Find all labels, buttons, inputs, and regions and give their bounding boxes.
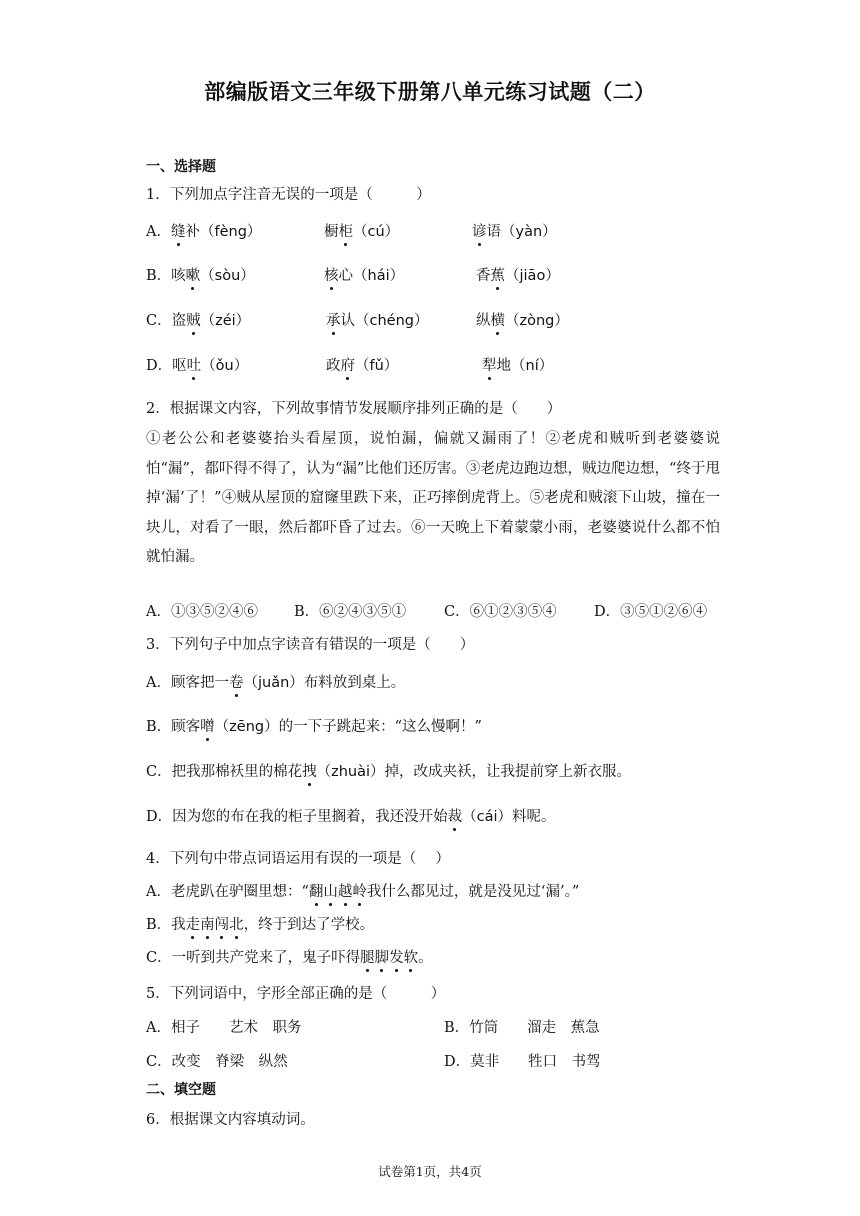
- q5-option-c: C．改变 脊梁 纵然: [146, 1054, 288, 1070]
- q1-option-c-word3: 纵横（zòng）: [476, 313, 569, 329]
- dotted-char: 山: [323, 884, 338, 900]
- q4-option-c: C．一听到共产党来了，鬼子吓得腿脚发软。: [146, 950, 433, 966]
- section-heading-fill: 二、填空题: [146, 1082, 216, 1098]
- q1-option-a-word2: 橱柜（cú）: [324, 224, 400, 240]
- dotted-char: 脚: [374, 950, 390, 966]
- q4-option-a: A．老虎趴在驴圈里想：“翻山越岭我什么都见过，就是没见过‘漏’。”: [146, 884, 580, 900]
- q4-stem: 4．下列句中带点词语运用有误的一项是（ ）: [146, 851, 450, 867]
- dotted-char: 岭: [352, 884, 367, 900]
- q3-stem: 3．下列句子中加点字读音有错误的一项是（ ）: [146, 637, 475, 653]
- q5-option-a: A．相子 艺术 职务: [146, 1020, 302, 1036]
- q1-option-b: B．咳嗽（sòu）: [146, 268, 255, 284]
- q5-stem: 5．下列词语中，字形全部正确的是（ ）: [146, 986, 446, 1002]
- dotted-char: 腿: [360, 950, 375, 966]
- q3-option-d: D．因为您的布在我的柜子里搁着，我还没开始裁（cái）料呢。: [146, 809, 556, 825]
- dotted-char: 南: [200, 917, 215, 933]
- q3-option-b: B．顾客噌（zēng）的一下子跳起来：“这么慢啊！”: [146, 719, 482, 735]
- q4-a-dotted: [309, 884, 367, 900]
- q3-option-a: A．顾客把一卷（juǎn）布料放到桌上。: [146, 675, 406, 691]
- q4-c-dotted: [360, 950, 418, 966]
- q6-stem: 6．根据课文内容填动词。: [146, 1112, 315, 1128]
- q1-option-a: A．缝补（fèng）: [146, 224, 262, 240]
- q2-option-c: C．⑥①②③⑤④: [444, 604, 557, 620]
- q3-option-c: C．把我那棉袄里的棉花拽（zhuài）掉，改成夹袄，让我提前穿上新衣服。: [146, 764, 631, 780]
- q2-option-b: B．⑥②④③⑤①: [294, 604, 407, 620]
- q1-stem: 1．下列加点字注音无误的一项是（ ）: [146, 187, 431, 203]
- page-footer: 试卷第1页，共4页: [378, 1164, 482, 1179]
- q1-option-d: D．呕吐（ǒu）: [146, 358, 249, 374]
- dotted-char: 闯: [214, 917, 230, 933]
- q2-stem: 2．根据课文内容，下列故事情节发展顺序排列正确的是（ ）: [146, 401, 562, 417]
- q1-option-c: C．盗贼（zéi）: [146, 313, 251, 329]
- q1-option-a-word3: 谚语（yàn）: [472, 224, 557, 240]
- q1-option-b-word3: 香蕉（jiāo）: [476, 268, 560, 284]
- q1-option-c-word2: 承认（chéng）: [326, 313, 429, 329]
- dotted-char: 翻: [308, 884, 324, 900]
- q5-option-b: B．竹筒 溜走 蕉急: [444, 1020, 600, 1036]
- page-title: 部编版语文三年级下册第八单元练习试题（二）: [204, 80, 656, 104]
- dotted-char: 越: [337, 884, 353, 900]
- q4-option-b: B．我走南闯北，终于到达了学校。: [146, 917, 375, 933]
- dotted-char: 发: [389, 950, 404, 966]
- dotted-char: 走: [185, 917, 201, 933]
- dotted-char: 软: [403, 950, 419, 966]
- q2-option-a: A．①③⑤②④⑥: [146, 604, 258, 620]
- section-heading-choice: 一、选择题: [146, 159, 216, 175]
- q2-story-paragraph: ①老公公和老婆婆抬头看屋顶，说怕漏，偏就又漏雨了！②老虎和贼听到老婆婆说怕“漏”，都吓得不得了，认为“漏”比他们还厉害。③老虎边跑边想，贼边爬边想，“终于甩掉‘漏’了！”④贼从屋顶的窟窿里跌下来，正巧摔倒虎背上。⑤老虎和贼滚下山坡，撞在一块儿，对看了一眼，然后都吓昏了过去。⑥一天晚上下着蒙蒙小雨，老婆婆说什么都不怕就怕漏。: [146, 431, 720, 565]
- q1-option-b-word2: 核心（hái）: [324, 268, 405, 284]
- dotted-char: 北: [229, 917, 244, 933]
- q1-option-d-word3: 犁地（ní）: [482, 358, 554, 374]
- q4-b-dotted: [186, 917, 244, 933]
- q2-option-d: D．③⑤①②⑥④: [594, 604, 708, 620]
- q5-option-d: D．莫非 牲口 书驾: [444, 1054, 601, 1070]
- q1-option-d-word2: 政府（fǔ）: [326, 358, 399, 374]
